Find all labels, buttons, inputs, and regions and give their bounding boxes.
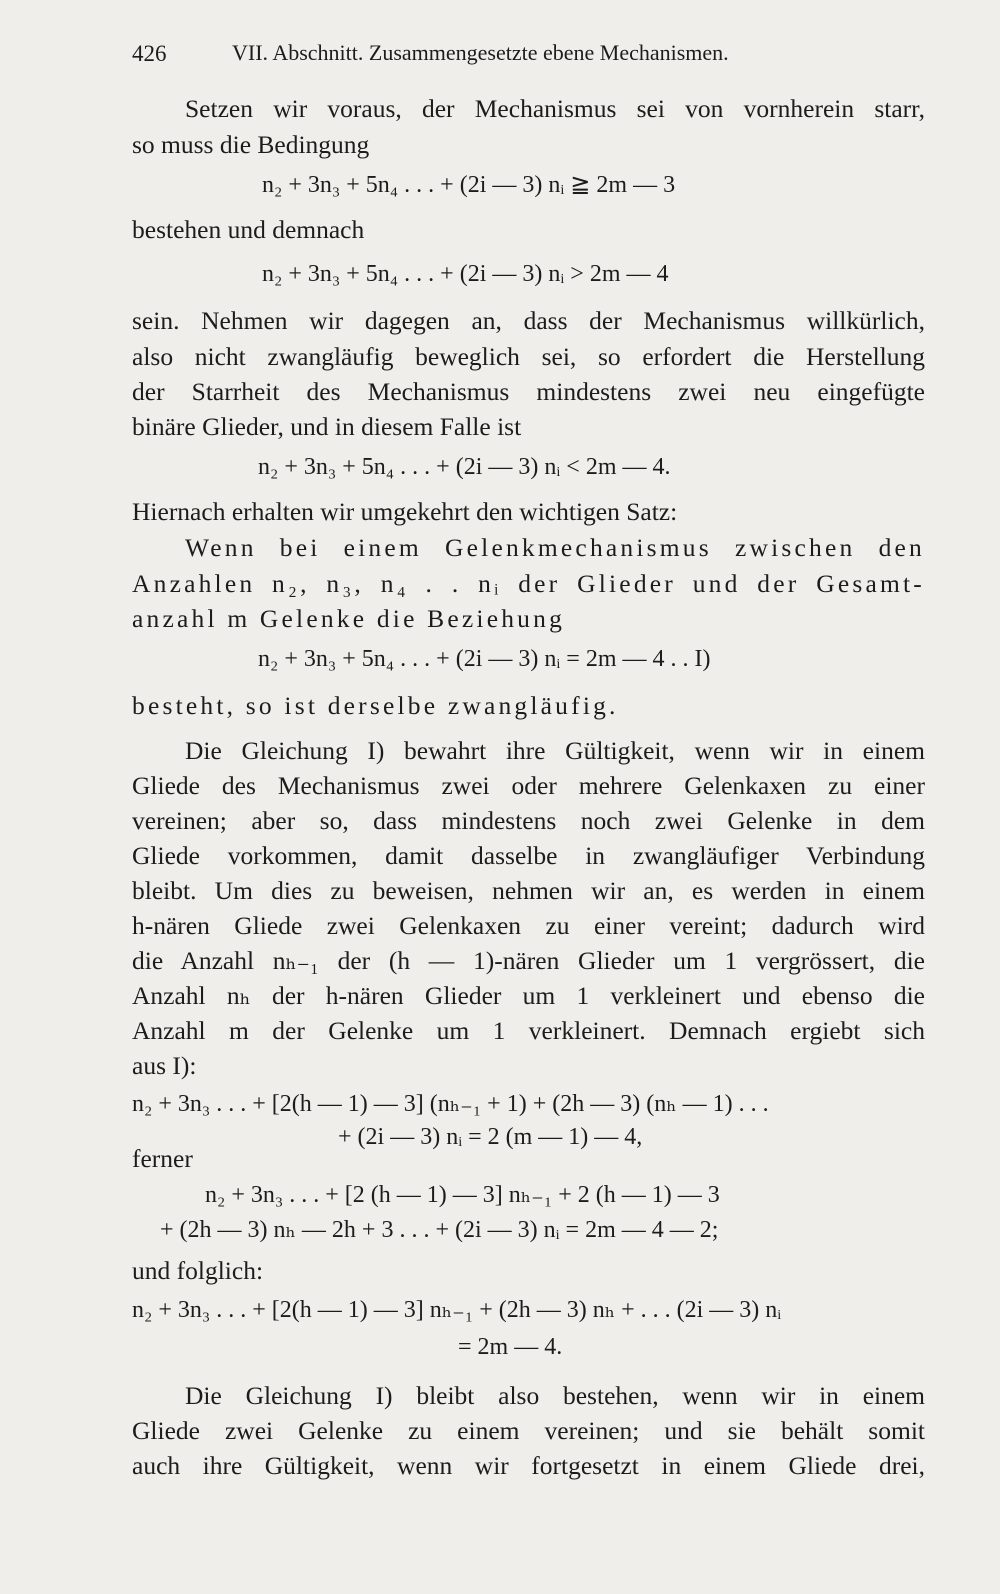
text-line: bleibt. Um dies zu beweisen, nehmen wir an, es werden in einem xyxy=(132,876,925,905)
text-line: auch ihre Gültigkeit, wenn wir fortgesetzt in einem Gliede drei, xyxy=(132,1451,925,1480)
text-line: Anzahl m der Gelenke um 1 verkleinert. Demnach ergiebt sich xyxy=(132,1016,925,1045)
text-line: sein. Nehmen wir dagegen an, dass der Mechanismus willkürlich, xyxy=(132,306,925,335)
text-line: der Starrheit des Mechanismus mindestens zwei neu eingefügte xyxy=(132,377,925,406)
equation: n₂ + 3n₃ . . . + [2 (h — 1) — 3] nₕ₋₁ + 2 (h — 1) — 3 xyxy=(205,1182,720,1208)
text-line: Anzahl nₕ der h-nären Glieder um 1 verkleinert und ebenso die xyxy=(132,981,925,1010)
equation: n₂ + 3n₃ + 5n₄ . . . + (2i — 3) nᵢ ≧ 2m — 3 xyxy=(262,172,676,198)
text-line: aus I): xyxy=(132,1051,197,1080)
theorem-line: besteht, so ist derselbe zwangläufig. xyxy=(132,691,619,720)
text-line: so muss die Bedingung xyxy=(132,130,370,159)
text-line: Setzen wir voraus, der Mechanismus sei von vornherein starr, xyxy=(185,94,925,123)
equation: n₂ + 3n₃ . . . + [2(h — 1) — 3] (nₕ₋₁ + 1) + (2h — 3) (nₕ — 1) . . . xyxy=(132,1091,769,1117)
text-line: h-nären Gliede zwei Gelenkaxen zu einer vereint; dadurch wird xyxy=(132,911,925,940)
page-number: 426 xyxy=(132,41,167,66)
text-line: und folglich: xyxy=(132,1256,264,1285)
theorem-line: anzahl m Gelenke die Beziehung xyxy=(132,604,566,633)
equation: n₂ + 3n₃ + 5n₄ . . . + (2i — 3) nᵢ < 2m — 4. xyxy=(258,454,671,480)
text-line: also nicht zwangläufig beweglich sei, so erfordert die Herstellung xyxy=(132,342,925,371)
theorem-line: Anzahlen n₂, n₃, n₄ . . nᵢ der Glieder und der Gesamt- xyxy=(132,569,925,598)
text-line: Hiernach erhalten wir umgekehrt den wichtigen Satz: xyxy=(132,497,678,526)
equation: + (2i — 3) nᵢ = 2 (m — 1) — 4, xyxy=(338,1124,643,1150)
equation: n₂ + 3n₃ + 5n₄ . . . + (2i — 3) nᵢ > 2m — 4 xyxy=(262,261,669,287)
text-line: Die Gleichung I) bewahrt ihre Gültigkeit, wenn wir in einem xyxy=(185,736,925,765)
text-line: vereinen; aber so, dass mindestens noch zwei Gelenke in dem xyxy=(132,806,925,835)
text-line: Gliede vorkommen, damit dasselbe in zwangläufiger Verbindung xyxy=(132,841,925,870)
equation: n₂ + 3n₃ + 5n₄ . . . + (2i — 3) nᵢ = 2m — 4 . . I) xyxy=(258,646,711,672)
text-line: ferner xyxy=(132,1144,193,1173)
text-line: binäre Glieder, und in diesem Falle ist xyxy=(132,412,522,441)
text-line: die Anzahl nₕ₋₁ der (h — 1)-nären Glieder um 1 vergrössert, die xyxy=(132,946,925,975)
equation: n₂ + 3n₃ . . . + [2(h — 1) — 3] nₕ₋₁ + (2h — 3) nₕ + . . . (2i — 3) nᵢ xyxy=(132,1297,782,1323)
text-line: bestehen und demnach xyxy=(132,215,365,244)
equation: = 2m — 4. xyxy=(458,1334,563,1360)
running-header: VII. Abschnitt. Zusammengesetzte ebene Mechanismen. xyxy=(232,40,729,65)
equation: + (2h — 3) nₕ — 2h + 3 . . . + (2i — 3) nᵢ = 2m — 4 — 2; xyxy=(160,1217,719,1243)
text-line: Gliede zwei Gelenke zu einem vereinen; und sie behält somit xyxy=(132,1416,925,1445)
theorem-line: Wenn bei einem Gelenkmechanismus zwischen den xyxy=(185,533,925,562)
text-line: Die Gleichung I) bleibt also bestehen, wenn wir in einem xyxy=(185,1381,925,1410)
text-line: Gliede des Mechanismus zwei oder mehrere Gelenkaxen zu einer xyxy=(132,771,925,800)
